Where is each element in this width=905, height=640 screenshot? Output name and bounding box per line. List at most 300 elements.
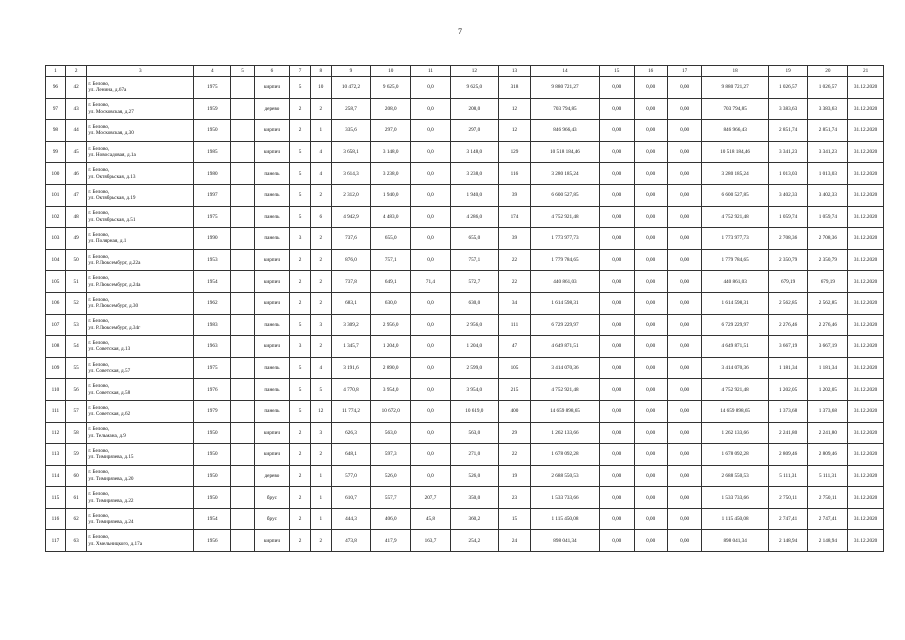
cell-c20: 2 747,41 — [808, 508, 848, 530]
cell-c13: 22 — [498, 271, 530, 293]
table-row — [46, 530, 884, 552]
cell-c13: 39 — [498, 228, 530, 250]
address-cell — [87, 314, 194, 336]
cell-c14: 846 966,43 — [531, 120, 600, 142]
cell-c5 — [231, 206, 254, 228]
cell-c18: 440 861,03 — [702, 271, 768, 293]
cell-c8: 2 — [310, 271, 331, 293]
cell-c6: кирпич — [254, 444, 290, 466]
address-city: г. Белово, — [88, 80, 110, 87]
cell-c20: 5 111,31 — [808, 465, 848, 487]
cell-c5 — [231, 292, 254, 314]
cell-c13: 34 — [498, 292, 530, 314]
cell-c15: 0,00 — [599, 206, 634, 228]
address-street: ул. Московская, д.30 — [88, 130, 134, 137]
table-row — [46, 163, 884, 185]
column-header: 20 — [808, 66, 848, 77]
cell-c6: панель — [254, 228, 290, 250]
cell-c15: 0,00 — [599, 379, 634, 401]
cell-c19: 1 373,68 — [768, 400, 808, 422]
cell-c21: 31.12.2020 — [848, 379, 884, 401]
cell-c18: 9 880 721,27 — [702, 77, 768, 99]
cell-c12: 630,0 — [450, 292, 498, 314]
cell-c15: 0,00 — [599, 271, 634, 293]
cell-c12: 297,0 — [450, 120, 498, 142]
cell-c9: 11 774,2 — [331, 400, 371, 422]
cell-c20: 2 562,85 — [808, 292, 848, 314]
cell-c9: 737,8 — [331, 271, 371, 293]
cell-c15: 0,00 — [599, 249, 634, 271]
cell-c14: 703 794,85 — [531, 98, 600, 120]
cell-c17: 0,00 — [667, 120, 702, 142]
cell-c2: 60 — [65, 465, 87, 487]
address-street: ул. Советская, д.58 — [88, 389, 131, 396]
cell-c7: 2 — [290, 249, 311, 271]
cell-c7: 2 — [290, 487, 311, 509]
cell-c16: 0,00 — [634, 357, 667, 379]
cell-c18: 10 518 184,46 — [702, 141, 768, 163]
cell-c8: 2 — [310, 184, 331, 206]
cell-c12: 10 619,0 — [450, 400, 498, 422]
cell-c8: 2 — [310, 249, 331, 271]
cell-c2: 59 — [65, 444, 87, 466]
cell-c14: 3 280 185,24 — [531, 163, 600, 185]
cell-c2: 63 — [65, 530, 87, 552]
column-header: 18 — [702, 66, 768, 77]
cell-c19: 2 750,11 — [768, 487, 808, 509]
cell-c18: 2 688 550,53 — [702, 465, 768, 487]
cell-c6: брус — [254, 487, 290, 509]
cell-c18: 703 794,85 — [702, 98, 768, 120]
cell-c8: 1 — [310, 120, 331, 142]
cell-c16: 0,00 — [634, 487, 667, 509]
address-cell — [87, 530, 194, 552]
cell-c18: 1 115 450,08 — [702, 508, 768, 530]
cell-c1: 102 — [46, 206, 66, 228]
cell-c19: 1 013,03 — [768, 163, 808, 185]
cell-c18: 1 779 784,65 — [702, 249, 768, 271]
address-cell — [87, 508, 194, 530]
housing-register-table — [45, 65, 884, 552]
cell-c15: 0,00 — [599, 400, 634, 422]
cell-c1: 113 — [46, 444, 66, 466]
address-street: ул. Тимирязева, д.24 — [88, 519, 134, 526]
cell-c19: 2 148,94 — [768, 530, 808, 552]
table-row — [46, 357, 884, 379]
address-city: г. Белово, — [88, 361, 110, 368]
table-row — [46, 465, 884, 487]
cell-c4: 1983 — [194, 314, 231, 336]
cell-c8: 12 — [310, 400, 331, 422]
cell-c13: 116 — [498, 163, 530, 185]
cell-c8: 2 — [310, 530, 331, 552]
cell-c10: 526,0 — [371, 465, 411, 487]
cell-c19: 2 708,36 — [768, 228, 808, 250]
cell-c16: 0,00 — [634, 98, 667, 120]
table-row — [46, 379, 884, 401]
cell-c10: 2 890,0 — [371, 357, 411, 379]
cell-c20: 1 373,68 — [808, 400, 848, 422]
column-header: 11 — [411, 66, 451, 77]
cell-c16: 0,00 — [634, 314, 667, 336]
cell-c4: 1950 — [194, 465, 231, 487]
cell-c4: 1997 — [194, 184, 231, 206]
address-city: г. Белово, — [88, 318, 110, 325]
cell-c11: 71,4 — [411, 271, 451, 293]
cell-c9: 4 942,9 — [331, 206, 371, 228]
page-number: 7 — [458, 27, 462, 36]
table-row — [46, 120, 884, 142]
cell-c2: 43 — [65, 98, 87, 120]
address-street: ул. Московская, д.27 — [88, 108, 134, 115]
cell-c1: 117 — [46, 530, 66, 552]
address-city: г. Белово, — [88, 404, 110, 411]
table-row — [46, 422, 884, 444]
cell-c21: 31.12.2020 — [848, 77, 884, 99]
cell-c20: 1 013,03 — [808, 163, 848, 185]
address-cell — [87, 98, 194, 120]
cell-c16: 0,00 — [634, 400, 667, 422]
column-header: 10 — [371, 66, 411, 77]
cell-c6: кирпич — [254, 249, 290, 271]
cell-c16: 0,00 — [634, 141, 667, 163]
cell-c4: 1959 — [194, 98, 231, 120]
cell-c14: 440 861,03 — [531, 271, 600, 293]
cell-c9: 3 309,2 — [331, 314, 371, 336]
cell-c10: 297,0 — [371, 120, 411, 142]
cell-c11: 45,8 — [411, 508, 451, 530]
address-cell — [87, 336, 194, 358]
cell-c12: 3 238,0 — [450, 163, 498, 185]
cell-c11: 0,0 — [411, 465, 451, 487]
cell-c7: 3 — [290, 336, 311, 358]
cell-c19: 2 276,46 — [768, 314, 808, 336]
column-header: 12 — [450, 66, 498, 77]
cell-c17: 0,00 — [667, 487, 702, 509]
cell-c15: 0,00 — [599, 508, 634, 530]
cell-c7: 2 — [290, 530, 311, 552]
cell-c1: 115 — [46, 487, 66, 509]
column-header: 5 — [231, 66, 254, 77]
cell-c14: 1 115 450,08 — [531, 508, 600, 530]
address-street: ул. Тимирязева, д.22 — [88, 497, 134, 504]
cell-c8: 1 — [310, 508, 331, 530]
address-street: ул. Новосадовая, д.1а — [88, 152, 136, 159]
cell-c15: 0,00 — [599, 530, 634, 552]
cell-c16: 0,00 — [634, 271, 667, 293]
cell-c6: кирпич — [254, 141, 290, 163]
cell-c1: 99 — [46, 141, 66, 163]
cell-c4: 1980 — [194, 163, 231, 185]
cell-c14: 1 773 977,73 — [531, 228, 600, 250]
cell-c19: 1 026,57 — [768, 77, 808, 99]
address-street: ул. Советская, д.13 — [88, 346, 131, 353]
cell-c6: дерево — [254, 98, 290, 120]
cell-c7: 2 — [290, 444, 311, 466]
cell-c5 — [231, 508, 254, 530]
cell-c7: 3 — [290, 228, 311, 250]
cell-c2: 49 — [65, 228, 87, 250]
cell-c17: 0,00 — [667, 184, 702, 206]
address-cell — [87, 206, 194, 228]
cell-c7: 2 — [290, 271, 311, 293]
cell-c12: 3 148,0 — [450, 141, 498, 163]
cell-c13: 215 — [498, 379, 530, 401]
cell-c11: 0,0 — [411, 120, 451, 142]
cell-c12: 254,2 — [450, 530, 498, 552]
cell-c7: 2 — [290, 98, 311, 120]
cell-c6: кирпич — [254, 422, 290, 444]
cell-c5 — [231, 271, 254, 293]
cell-c7: 5 — [290, 379, 311, 401]
cell-c9: 444,3 — [331, 508, 371, 530]
cell-c1: 98 — [46, 120, 66, 142]
cell-c18: 4 752 921,48 — [702, 379, 768, 401]
cell-c15: 0,00 — [599, 184, 634, 206]
cell-c12: 3 954,0 — [450, 379, 498, 401]
cell-c13: 15 — [498, 508, 530, 530]
cell-c4: 1963 — [194, 336, 231, 358]
address-cell — [87, 163, 194, 185]
cell-c5 — [231, 444, 254, 466]
cell-c12: 4 286,0 — [450, 206, 498, 228]
cell-c2: 53 — [65, 314, 87, 336]
cell-c21: 31.12.2020 — [848, 206, 884, 228]
cell-c16: 0,00 — [634, 249, 667, 271]
cell-c18: 6 729 229,97 — [702, 314, 768, 336]
cell-c12: 9 625,0 — [450, 77, 498, 99]
cell-c19: 2 851,74 — [768, 120, 808, 142]
cell-c6: панель — [254, 357, 290, 379]
cell-c17: 0,00 — [667, 228, 702, 250]
cell-c21: 31.12.2020 — [848, 487, 884, 509]
column-header: 1 — [46, 66, 66, 77]
cell-c10: 4 483,0 — [371, 206, 411, 228]
table-row — [46, 184, 884, 206]
cell-c10: 9 625,0 — [371, 77, 411, 99]
cell-c8: 4 — [310, 357, 331, 379]
cell-c20: 2 276,46 — [808, 314, 848, 336]
cell-c8: 1 — [310, 465, 331, 487]
cell-c17: 0,00 — [667, 465, 702, 487]
cell-c1: 105 — [46, 271, 66, 293]
cell-c5 — [231, 422, 254, 444]
address-cell — [87, 271, 194, 293]
cell-c12: 1 204,0 — [450, 336, 498, 358]
cell-c4: 1950 — [194, 422, 231, 444]
address-city: г. Белово, — [88, 383, 110, 390]
cell-c4: 1976 — [194, 379, 231, 401]
table-row — [46, 487, 884, 509]
cell-c12: 572,7 — [450, 271, 498, 293]
cell-c6: кирпич — [254, 271, 290, 293]
cell-c5 — [231, 357, 254, 379]
cell-c16: 0,00 — [634, 336, 667, 358]
cell-c7: 5 — [290, 77, 311, 99]
cell-c11: 0,0 — [411, 336, 451, 358]
cell-c6: панель — [254, 206, 290, 228]
cell-c2: 52 — [65, 292, 87, 314]
address-cell — [87, 120, 194, 142]
cell-c4: 1954 — [194, 508, 231, 530]
cell-c10: 2 956,0 — [371, 314, 411, 336]
cell-c5 — [231, 249, 254, 271]
cell-c15: 0,00 — [599, 163, 634, 185]
cell-c15: 0,00 — [599, 444, 634, 466]
cell-c10: 757,1 — [371, 249, 411, 271]
address-city: г. Белово, — [88, 512, 110, 519]
address-city: г. Белово, — [88, 339, 110, 346]
cell-c4: 1953 — [194, 249, 231, 271]
cell-c21: 31.12.2020 — [848, 292, 884, 314]
cell-c11: 163,7 — [411, 530, 451, 552]
cell-c10: 208,0 — [371, 98, 411, 120]
cell-c11: 0,0 — [411, 249, 451, 271]
cell-c13: 174 — [498, 206, 530, 228]
cell-c21: 31.12.2020 — [848, 98, 884, 120]
cell-c6: панель — [254, 163, 290, 185]
cell-c15: 0,00 — [599, 120, 634, 142]
cell-c7: 2 — [290, 508, 311, 530]
cell-c4: 1979 — [194, 400, 231, 422]
cell-c21: 31.12.2020 — [848, 249, 884, 271]
cell-c17: 0,00 — [667, 444, 702, 466]
cell-c7: 5 — [290, 357, 311, 379]
cell-c20: 1 202,05 — [808, 379, 848, 401]
cell-c9: 4 770,8 — [331, 379, 371, 401]
cell-c14: 1 533 733,66 — [531, 487, 600, 509]
cell-c10: 417,9 — [371, 530, 411, 552]
address-street: ул. Р.Люксембург, д.24а — [88, 281, 141, 288]
cell-c19: 679,19 — [768, 271, 808, 293]
cell-c16: 0,00 — [634, 444, 667, 466]
address-city: г. Белово, — [88, 167, 110, 174]
address-street: ул. Р.Люксембург, д.34г — [88, 324, 141, 331]
address-city: г. Белово, — [88, 145, 110, 152]
cell-c7: 2 — [290, 120, 311, 142]
address-street: ул. Тимирязева, д.20 — [88, 475, 134, 482]
cell-c18: 898 041,34 — [702, 530, 768, 552]
cell-c15: 0,00 — [599, 292, 634, 314]
table-row — [46, 271, 884, 293]
column-header: 19 — [768, 66, 808, 77]
column-header: 17 — [667, 66, 702, 77]
cell-c11: 207,7 — [411, 487, 451, 509]
cell-c5 — [231, 228, 254, 250]
cell-c11: 0,0 — [411, 444, 451, 466]
cell-c4: 1956 — [194, 530, 231, 552]
cell-c19: 2 809,46 — [768, 444, 808, 466]
cell-c17: 0,00 — [667, 314, 702, 336]
cell-c1: 109 — [46, 357, 66, 379]
cell-c5 — [231, 120, 254, 142]
cell-c15: 0,00 — [599, 465, 634, 487]
cell-c5 — [231, 141, 254, 163]
cell-c13: 23 — [498, 487, 530, 509]
address-street: ул. Хмельницкого, д.17а — [88, 540, 142, 547]
cell-c16: 0,00 — [634, 379, 667, 401]
address-cell — [87, 228, 194, 250]
cell-c1: 111 — [46, 400, 66, 422]
cell-c2: 54 — [65, 336, 87, 358]
address-street: ул. Тимирязева, д.15 — [88, 454, 134, 461]
column-header: 14 — [531, 66, 600, 77]
cell-c4: 1954 — [194, 271, 231, 293]
cell-c8: 3 — [310, 422, 331, 444]
column-header: 15 — [599, 66, 634, 77]
cell-c2: 50 — [65, 249, 87, 271]
cell-c4: 1962 — [194, 292, 231, 314]
cell-c2: 46 — [65, 163, 87, 185]
cell-c14: 9 880 721,27 — [531, 77, 600, 99]
cell-c8: 3 — [310, 314, 331, 336]
cell-c21: 31.12.2020 — [848, 228, 884, 250]
cell-c5 — [231, 336, 254, 358]
cell-c18: 1 262 133,66 — [702, 422, 768, 444]
cell-c6: панель — [254, 379, 290, 401]
cell-c14: 3 414 070,36 — [531, 357, 600, 379]
table-row — [46, 77, 884, 99]
address-city: г. Белово, — [88, 491, 110, 498]
cell-c14: 4 752 921,48 — [531, 379, 600, 401]
cell-c20: 2 708,36 — [808, 228, 848, 250]
cell-c21: 31.12.2020 — [848, 357, 884, 379]
cell-c12: 2 956,0 — [450, 314, 498, 336]
cell-c1: 97 — [46, 98, 66, 120]
cell-c9: 335,6 — [331, 120, 371, 142]
cell-c10: 649,1 — [371, 271, 411, 293]
cell-c13: 22 — [498, 444, 530, 466]
cell-c16: 0,00 — [634, 228, 667, 250]
cell-c17: 0,00 — [667, 163, 702, 185]
cell-c19: 5 111,31 — [768, 465, 808, 487]
address-cell — [87, 487, 194, 509]
cell-c9: 648,1 — [331, 444, 371, 466]
cell-c10: 3 954,0 — [371, 379, 411, 401]
cell-c9: 473,8 — [331, 530, 371, 552]
cell-c21: 31.12.2020 — [848, 444, 884, 466]
cell-c10: 655,0 — [371, 228, 411, 250]
cell-c11: 0,0 — [411, 379, 451, 401]
address-city: г. Белово, — [88, 123, 110, 130]
cell-c1: 107 — [46, 314, 66, 336]
cell-c19: 1 202,05 — [768, 379, 808, 401]
cell-c17: 0,00 — [667, 98, 702, 120]
cell-c17: 0,00 — [667, 357, 702, 379]
cell-c4: 1990 — [194, 228, 231, 250]
cell-c18: 1 773 977,73 — [702, 228, 768, 250]
table-row — [46, 249, 884, 271]
cell-c16: 0,00 — [634, 465, 667, 487]
address-cell — [87, 184, 194, 206]
cell-c2: 56 — [65, 379, 87, 401]
cell-c1: 100 — [46, 163, 66, 185]
address-cell — [87, 141, 194, 163]
cell-c14: 6 600 527,85 — [531, 184, 600, 206]
column-header: 13 — [498, 66, 530, 77]
table-row — [46, 228, 884, 250]
table-row — [46, 98, 884, 120]
cell-c17: 0,00 — [667, 206, 702, 228]
address-cell — [87, 77, 194, 99]
cell-c15: 0,00 — [599, 98, 634, 120]
cell-c6: кирпич — [254, 77, 290, 99]
cell-c10: 3 238,0 — [371, 163, 411, 185]
column-header: 21 — [848, 66, 884, 77]
cell-c9: 577,0 — [331, 465, 371, 487]
cell-c14: 2 688 550,53 — [531, 465, 600, 487]
table-row — [46, 444, 884, 466]
